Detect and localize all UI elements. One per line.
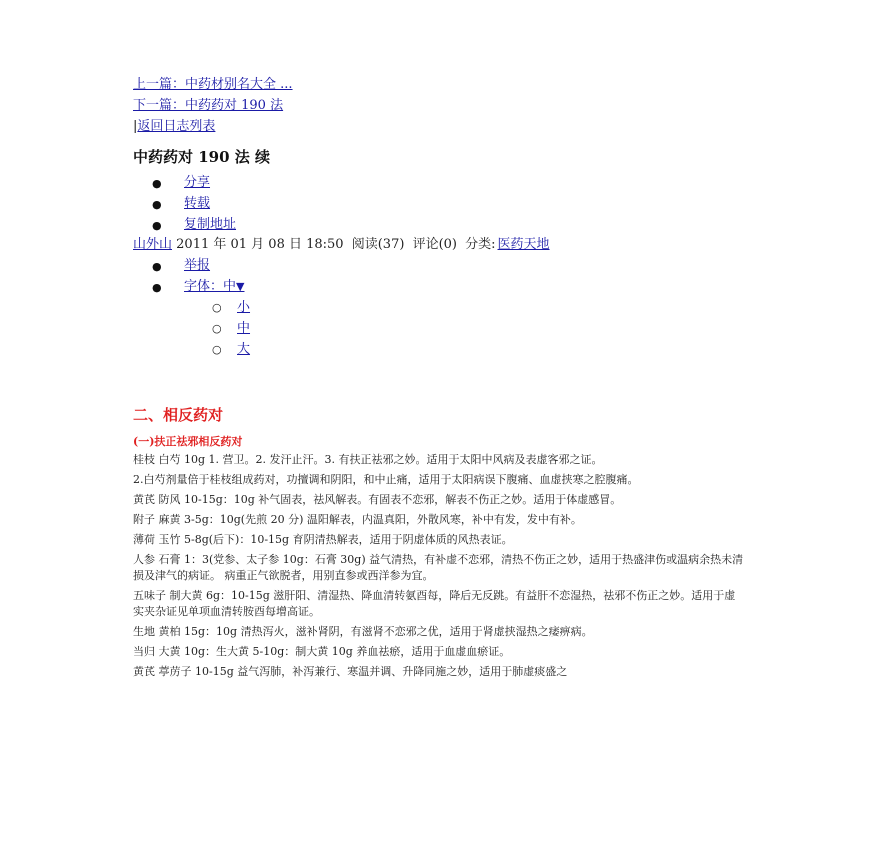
post-title: 中药药对 190 法 续 [133,148,270,166]
comment-count: 评论(0) [412,237,457,252]
article-body [133,452,745,684]
bullet-icon: ● [152,260,162,273]
bullet-icon: ● [152,177,162,190]
paragraph: 人参 石膏 1：3(党参、太子参 10g：石膏 30g) 益气清热，有补虚不恋邪，清热不伤正之妙，适用于热盛津伤或温病余热未清损及津气的病证。 病重正气欲脱者，用别直参或西洋参为宜。 [133,553,744,582]
paragraph: 黄芪 防风 10-15g：10g 补气固表，祛风解表。有固表不恋邪，解表不伤正之妙。适用于体虚感冒。 [133,493,622,506]
paragraph: 当归 大黄 10g：生大黄 5-10g：制大黄 10g 养血祛瘀，适用于血虚血瘀证。 [133,645,511,658]
font-large-link[interactable]: 大 [237,342,251,357]
read-count: 阅读(37) [351,237,405,252]
category-link[interactable]: 医药天地 [497,237,550,252]
report-link[interactable]: 举报 [184,258,211,273]
share-link[interactable]: 分享 [184,175,211,190]
action-item [152,196,236,217]
repost-link[interactable]: 转载 [184,196,211,211]
paragraph: 黄芪 葶苈子 10-15g 益气泻肺，补泻兼行、寒温并调、升降同施之妙，适用于肺虚痰盛之 [133,665,568,678]
paragraph: 附子 麻黄 3-5g：10g(先煎 20 分) 温阳解表，内温真阳，外散风寒，补中有发，发中有补。 [133,513,582,526]
tool-item [152,279,244,300]
circle-bullet-icon: ○ [212,343,222,356]
paragraph: 生地 黄柏 15g：10g 清热泻火，滋补肾阴，有滋肾不恋邪之优，适用于肾虚挟湿热之痿痹病。 [133,625,593,638]
copy-address-link[interactable]: 复制地址 [184,217,237,232]
section-heading: 二、相反药对 [133,406,224,424]
post-actions [152,175,236,238]
back-to-list-link[interactable]: 返回日志列表 [137,119,216,134]
paragraph: 薄荷 玉竹 5-8g(后下)：10-15g 育阴清热解表，适用于阴虚体质的风热表证。 [133,533,513,546]
font-small-link[interactable]: 小 [237,300,251,315]
font-size-options [212,300,250,363]
sub-heading: (一)扶正祛邪相反药对 [133,435,243,448]
separator-bar: | [133,119,138,134]
font-size-label: 字体：中 [184,279,237,294]
font-size-option [212,321,250,342]
action-item [152,175,236,196]
bullet-icon: ● [152,281,162,294]
next-post-link[interactable]: 下一篇：中药药对 190 法 [133,98,284,113]
bullet-icon: ● [152,219,162,232]
tool-item [152,258,244,279]
category-label: 分类: [465,237,496,252]
font-size-option [212,342,250,363]
post-meta [133,237,550,253]
font-size-option [212,300,250,321]
post-tools [152,258,244,300]
circle-bullet-icon: ○ [212,301,222,314]
action-item [152,217,236,238]
prev-post-link[interactable]: 上一篇：中药材别名大全 ... [133,77,293,92]
author-link[interactable]: 山外山 [133,237,173,252]
bullet-icon: ● [152,198,162,211]
paragraph: 桂枝 白芍 10g 1. 营卫。2. 发汗止汗。3. 有扶正祛邪之妙。适用于太阳中风病及表虚客邪之证。 [133,453,603,466]
circle-bullet-icon: ○ [212,322,222,335]
back-to-list [133,119,215,135]
font-size-menu[interactable] [184,279,244,294]
dropdown-triangle-icon: ▼ [236,280,245,293]
paragraph: 五味子 制大黄 6g：10-15g 滋肝阳、清湿热、降血清转氨酉每，降后无反跳。有益肝不恋湿热，祛邪不伤正之妙。适用于虚实夹杂证见单项血清转胺酉每增高证。 [133,589,736,618]
font-medium-link[interactable]: 中 [237,321,251,336]
paragraph: 2.白芍剂量倍于桂枝组成药对，功擅调和阴阳，和中止痛，适用于太阳病误下腹痛、血虚挟寒之腔腹痛。 [133,473,639,486]
post-date: 2011 年 01 月 08 日 18:50 [176,237,344,252]
